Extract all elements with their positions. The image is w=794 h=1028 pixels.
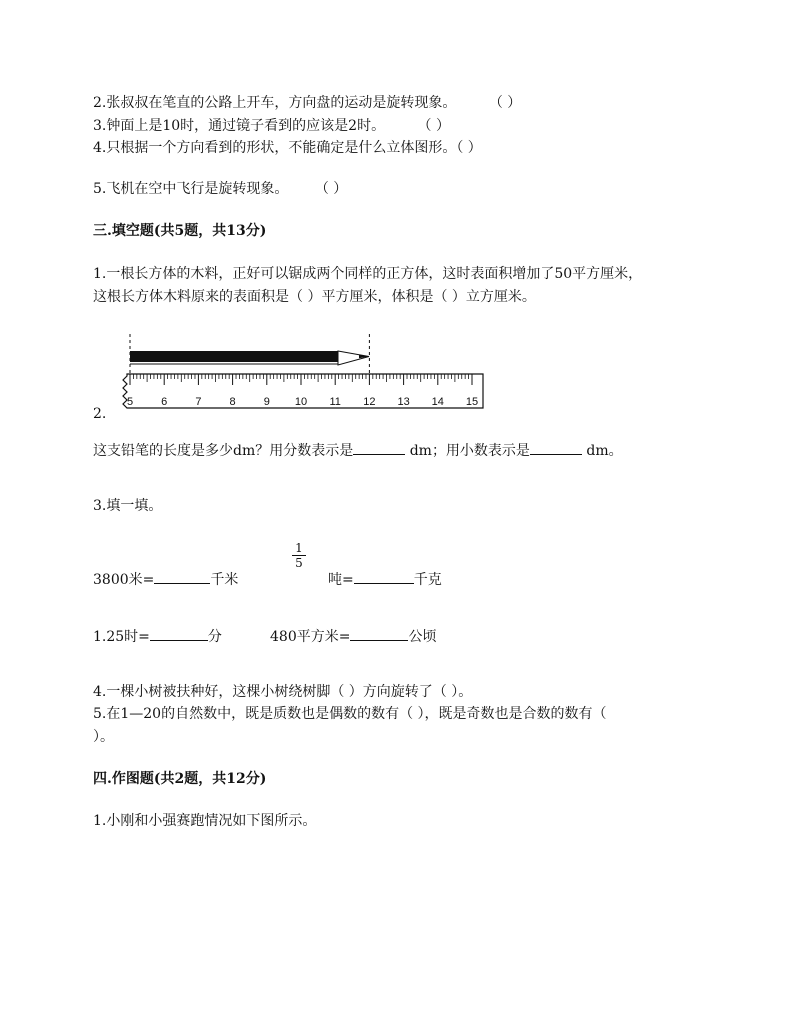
fill-q2-text-a: 这支铅笔的长度是多少dm？用分数表示是 <box>93 443 354 459</box>
fill-q3-title: 3.填一填。 <box>93 498 163 514</box>
question-5-text: 5.飞机在空中飞行是旋转现象。 <box>93 181 289 197</box>
fill-q5-line1: 5.在1—20的自然数中，既是质数也是偶数的数有（ ），既是奇数也是合数的数有（ <box>93 706 607 722</box>
fill-q1-line2: 这根长方体木料原来的表面积是（ ）平方厘米，体积是（ ）立方厘米。 <box>93 289 536 305</box>
question-4-text: 4.只根据一个方向看到的形状，不能确定是什么立体图形。（ ） <box>93 140 482 156</box>
drawing-q1: 1.小刚和小强赛跑情况如下图所示。 <box>93 813 317 829</box>
fraction-one-fifth <box>292 541 306 570</box>
question-3-text: 3.钟面上是10时，通过镜子看到的应该是2时。 <box>93 118 386 134</box>
ruler-tick-label: 5 <box>126 396 134 408</box>
hectare-unit: 公顷 <box>408 629 437 645</box>
pencil-ruler-figure <box>115 330 485 416</box>
hours-to-minutes-label: 1.25时= <box>93 629 150 645</box>
section-3-title: 三.填空题(共5题，共13分) <box>93 223 267 239</box>
question-5 <box>93 180 347 198</box>
fill-q2-label: 2. <box>93 406 107 422</box>
ruler-tick-label: 6 <box>161 396 168 408</box>
ruler-tick-label: 10 <box>294 396 308 408</box>
question-5-answer-paren: （ ） <box>314 181 348 197</box>
fraction-numerator: 1 <box>292 541 306 556</box>
minutes-answer-blank[interactable] <box>150 626 208 641</box>
fill-q2-text-c: dm。 <box>581 443 623 459</box>
section-4-title: 四.作图题(共2题，共12分) <box>93 771 267 787</box>
meters-to-km-label: 3800米= <box>93 572 155 588</box>
fraction-denominator: 5 <box>295 556 303 570</box>
pencil-body <box>130 351 338 362</box>
ruler-tick-label: 13 <box>397 396 410 408</box>
kg-unit: 千克 <box>413 572 442 588</box>
pencil-tip <box>338 351 369 365</box>
hectare-answer-blank[interactable] <box>350 626 408 641</box>
ruler-tick-label: 8 <box>229 396 236 408</box>
question-3 <box>93 117 450 135</box>
fill-q2-text-b: dm；用小数表示是 <box>405 443 530 459</box>
ruler-tick-label: 7 <box>195 396 202 408</box>
fraction-answer-blank[interactable] <box>353 440 405 455</box>
question-4 <box>93 139 482 157</box>
sqm-to-hectare-label: 480平方米= <box>270 629 351 645</box>
ruler-tick-label: 14 <box>431 396 444 408</box>
fill-q5-line2: ）。 <box>93 729 114 745</box>
ruler-tick-label: 15 <box>465 396 479 408</box>
kg-answer-blank[interactable] <box>354 569 414 584</box>
ruler-tick-label: 12 <box>363 396 376 408</box>
decimal-answer-blank[interactable] <box>530 440 582 455</box>
question-3-answer-paren: （ ） <box>417 118 450 134</box>
fill-q4: 4.一棵小树被扶种好，这棵小树绕树脚（ ）方向旋转了（ ）。 <box>93 684 473 700</box>
question-2 <box>93 94 521 112</box>
km-answer-blank[interactable] <box>154 569 210 584</box>
ruler-tick-label: 11 <box>329 396 341 408</box>
question-2-text: 2.张叔叔在笔直的公路上开车，方向盘的运动是旋转现象。 <box>93 95 457 111</box>
minutes-unit: 分 <box>207 629 222 645</box>
fill-q2-question <box>93 440 623 460</box>
fill-q3-row1-left <box>93 569 238 589</box>
fill-q3-row2-left <box>93 626 222 646</box>
km-unit: 千米 <box>210 572 239 588</box>
fill-q1-line1: 1.一根长方体的木料，正好可以锯成两个同样的正方体，这时表面积增加了50平方厘米， <box>93 266 643 282</box>
question-2-answer-paren: （ ） <box>488 95 522 111</box>
ruler-tick-label: 9 <box>263 396 270 408</box>
fill-q3-row2-right <box>270 626 436 646</box>
tons-to-kg-label: 吨= <box>328 572 354 588</box>
fill-q3-row1-right <box>328 569 442 589</box>
